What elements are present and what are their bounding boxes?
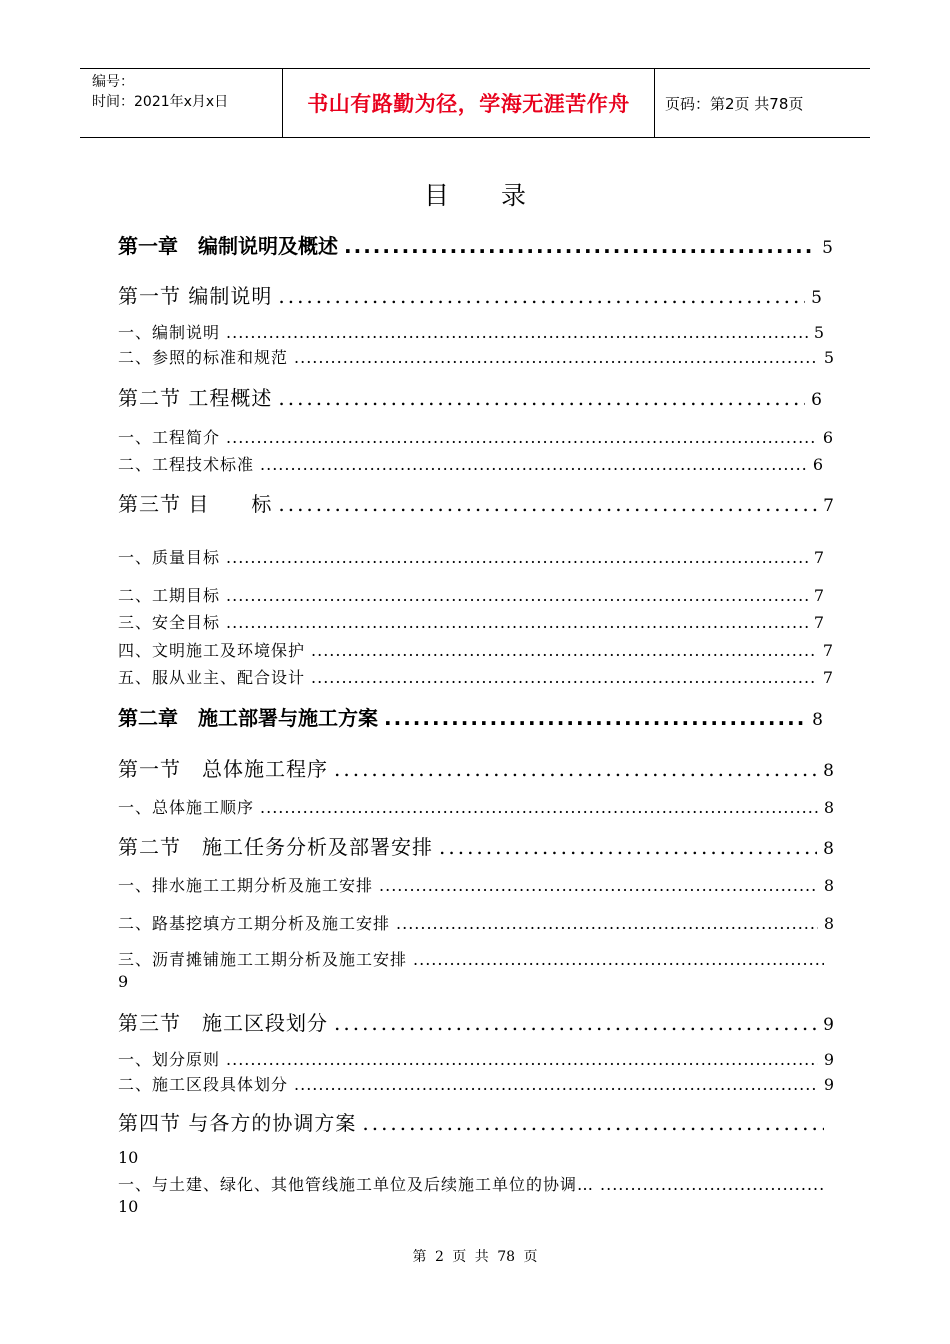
toc-entry-title: 第二节 施工任务分析及部署安排 <box>118 835 433 859</box>
toc-entry-page: 5 <box>813 323 824 342</box>
toc-entry-page: 8 <box>823 839 834 859</box>
toc-leader-dots <box>226 1050 818 1069</box>
header-time-label: 时间：2021年x月x日 <box>92 94 229 110</box>
toc-leader-dots <box>413 950 824 969</box>
toc-entry-page: 7 <box>822 641 833 660</box>
toc-title: 目录 <box>423 181 578 210</box>
toc-entry-page: 9 <box>118 972 129 991</box>
toc-leader-dots <box>334 1011 817 1035</box>
toc-entry-page: 7 <box>822 668 833 687</box>
toc-entry-page: 7 <box>813 586 824 605</box>
toc-item[interactable] <box>118 873 834 896</box>
toc-item[interactable] <box>118 1047 834 1070</box>
header-meta <box>80 69 283 137</box>
toc-leader-dots <box>600 1175 824 1194</box>
toc-leader-dots <box>379 876 818 895</box>
toc-item-wrapped[interactable] <box>118 947 830 970</box>
toc-leader-dots <box>260 798 818 817</box>
toc-item[interactable] <box>118 795 834 818</box>
toc-item[interactable] <box>118 452 823 475</box>
toc-entry-title: 一、与土建、绿化、其他管线施工单位及后续施工单位的协调… <box>118 1175 595 1194</box>
toc-entry-page: 10 <box>118 1148 139 1167</box>
toc-leader-dots <box>226 613 808 632</box>
toc-entry-page: 8 <box>823 876 834 895</box>
toc-entry-title: 一、质量目标 <box>118 548 221 567</box>
toc-entry-title: 第三节 施工区段划分 <box>118 1011 328 1035</box>
toc-entry-page: 5 <box>811 288 822 308</box>
header-page-info: 页码：第2页 共78页 <box>665 94 804 113</box>
toc-entry-title: 二、路基挖填方工期分析及施工安排 <box>118 914 391 933</box>
toc-item[interactable] <box>118 1072 834 1095</box>
toc-entry-page: 9 <box>823 1015 834 1035</box>
toc-leader-dots <box>226 548 808 567</box>
toc-section-wrapped[interactable] <box>118 1107 830 1136</box>
toc-entry-page: 8 <box>812 710 823 730</box>
toc-leader-dots <box>226 323 808 342</box>
toc-leader-dots <box>362 1111 824 1135</box>
toc-leader-dots <box>311 668 817 687</box>
toc-entry-page: 8 <box>823 761 834 781</box>
toc-entry-page: 7 <box>823 496 834 516</box>
toc-entry-page: 6 <box>812 455 823 474</box>
toc-section[interactable] <box>118 1007 834 1036</box>
header-number-label: 编号： <box>92 74 134 90</box>
toc-entry-page: 5 <box>823 348 834 367</box>
toc-entry-page: 7 <box>813 548 824 567</box>
toc-item[interactable] <box>118 665 833 688</box>
toc-entry-title: 第四节 与各方的协调方案 <box>118 1111 357 1135</box>
toc-entry-title: 一、划分原则 <box>118 1050 221 1069</box>
toc-leader-dots <box>311 641 817 660</box>
toc-leader-dots <box>260 455 807 474</box>
toc-entry-page: 8 <box>823 914 834 933</box>
toc-entry-title: 第二章 施工部署与施工方案 <box>118 706 378 730</box>
toc-leader-dots <box>294 1075 818 1094</box>
toc-entry-page: 10 <box>118 1197 139 1216</box>
toc-entry-title: 二、施工区段具体划分 <box>118 1075 289 1094</box>
toc-entry-title: 一、编制说明 <box>118 323 221 342</box>
toc-entry-title: 二、工程技术标准 <box>118 455 255 474</box>
toc-entry-title: 第二节 工程概述 <box>118 386 273 410</box>
toc-entry-page: 7 <box>813 613 824 632</box>
toc-section[interactable] <box>118 382 822 411</box>
toc-entry-page: 9 <box>823 1075 834 1094</box>
toc-leader-dots <box>344 234 816 258</box>
toc-item[interactable] <box>118 583 824 606</box>
toc-chapter-1[interactable] <box>118 230 833 259</box>
toc-entry-page: 5 <box>822 238 833 258</box>
toc-leader-dots <box>278 284 805 308</box>
toc-leader-dots <box>294 348 818 367</box>
page-header <box>80 68 870 138</box>
toc-entry-title: 一、总体施工顺序 <box>118 798 255 817</box>
toc-entry-title: 三、安全目标 <box>118 613 221 632</box>
toc-entry-title: 一、排水施工工期分析及施工安排 <box>118 876 374 895</box>
page-footer: 第 2 页 共 78 页 <box>412 1249 538 1265</box>
toc-entry-title: 五、服从业主、配合设计 <box>118 668 306 687</box>
toc-leader-dots <box>396 914 818 933</box>
toc-entry-page: 6 <box>822 428 833 447</box>
toc-entry-page: 6 <box>811 390 822 410</box>
toc-section[interactable] <box>118 488 834 517</box>
toc-item[interactable] <box>118 638 833 661</box>
toc-entry-title: 二、工期目标 <box>118 586 221 605</box>
toc-entry-title: 第一章 编制说明及概述 <box>118 234 338 258</box>
toc-section[interactable] <box>118 280 822 309</box>
toc-chapter-2[interactable] <box>118 702 823 731</box>
toc-section[interactable] <box>118 753 834 782</box>
toc-item[interactable] <box>118 610 824 633</box>
toc-entry-title: 一、工程简介 <box>118 428 221 447</box>
toc-item[interactable] <box>118 345 834 368</box>
toc-entry-title: 第三节 目 标 <box>118 492 273 516</box>
toc-section[interactable] <box>118 831 834 860</box>
toc-item[interactable] <box>118 425 833 448</box>
toc-entry-page: 9 <box>823 1050 834 1069</box>
header-slogan: 书山有路勤为径，学海无涯苦作舟 <box>307 92 630 116</box>
toc-leader-dots <box>278 492 817 516</box>
header-slogan-cell <box>283 69 655 137</box>
toc-leader-dots <box>439 835 817 859</box>
header-page-info-cell <box>655 69 870 137</box>
toc-entry-title: 第一节 编制说明 <box>118 284 273 308</box>
toc-item-wrapped[interactable] <box>118 1172 830 1195</box>
toc-entry-title: 第一节 总体施工程序 <box>118 757 328 781</box>
toc-leader-dots <box>384 706 806 730</box>
toc-leader-dots <box>278 386 805 410</box>
toc-entry-title: 四、文明施工及环境保护 <box>118 641 306 660</box>
toc-entry-title: 二、参照的标准和规范 <box>118 348 289 367</box>
toc-item[interactable] <box>118 320 824 343</box>
toc-leader-dots <box>334 757 817 781</box>
toc-leader-dots <box>226 428 817 447</box>
toc-item[interactable] <box>118 911 834 934</box>
toc-entry-title: 三、沥青摊铺施工工期分析及施工安排 <box>118 950 408 969</box>
toc-entry-page: 8 <box>823 798 834 817</box>
toc-item[interactable] <box>118 545 824 568</box>
toc-leader-dots <box>226 586 808 605</box>
